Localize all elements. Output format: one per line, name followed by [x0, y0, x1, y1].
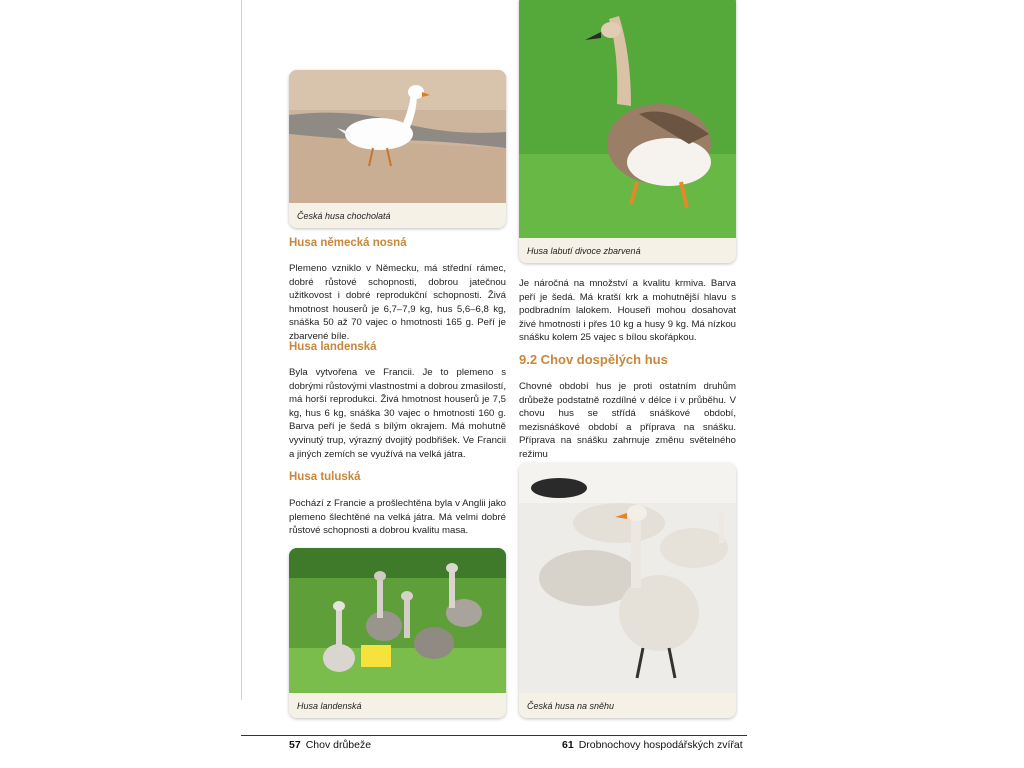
- paragraph-labuti-description: Je náročná na množství a kvalitu krmiva. Barva peří je šedá. Má kratší krk a mohutnější hlavu s podbradním lalokem. Houseři mohou dosahovat živé hmotnosti i přes 10 kg a husy 9 kg. Má nízkou snášku kolem 25 vajec s bílou skořápkou.: [519, 278, 736, 344]
- paragraph-chov-dospelych-hus: Chovné období hus je proti ostatním druhům drůbeže podstatně rozdílné v délce i v průběhu. V chovu hus se střídá snáškové období, mezisnáškové období a příprava na snášku. Příprava na snášku zahrnuje změnu světelného režimu: [519, 381, 736, 460]
- paragraph-husa-nemecka-nosna: Plemeno vzniklo v Německu, má střední rámec, dobré růstové schopnosti, dobrou jatečnou užitkovost i dobré reprodukční schopnosti. Živá hmotnost houserů je 6,7–7,9 kg, hus 5,6–6,8 kg, snáška 50 až 70 vajec o hmotnosti 165 g. Peří je zbarvené bíle.: [289, 263, 506, 342]
- figure-caption: Česká husa na sněhu: [519, 693, 736, 718]
- heading-husa-nemecka-nosna: Husa německá nosná: [289, 237, 407, 249]
- heading-husa-landenska: Husa landenská: [289, 341, 377, 353]
- figure-caption: Husa landenská: [289, 693, 506, 718]
- photo-swan-goose-on-grass: [519, 0, 736, 238]
- figure-husa-labuti: [519, 0, 736, 263]
- footer-right: [562, 739, 743, 751]
- footer-right-title: Drobnochovy hospodářských zvířat: [578, 739, 743, 751]
- page-edge-line: [241, 0, 242, 700]
- photo-white-geese-in-snow: [519, 463, 736, 693]
- heading-husa-tuluska: Husa tuluská: [289, 471, 361, 483]
- figure-ceska-husa-chocholata: [289, 70, 506, 228]
- page-number-left: 57: [289, 739, 301, 751]
- paragraph-husa-landenska: Byla vytvořena ve Francii. Je to plemeno s dobrými růstovými vlastnostmi a dobrou zmasilostí, má horší reprodukci. Živá hmotnost houserů je 7,5 kg, hus 6 kg, snáška 30 vajec o hmotnosti 160 g. Barva peří je šedá s bílým okrajem. Má mohutně vyvinutý trup, výrazný dvojitý podbřišek. Ve Francii a jiných zemích se využívá na velká játra.: [289, 367, 506, 460]
- photo-grey-geese-on-grass: [289, 548, 506, 693]
- paragraph-husa-tuluska: Pochází z Francie a prošlechtěna byla v Anglii jako plemeno šlechtěné na velká játra. Má velmi dobré růstové schopnosti a dobrou kvalitu masa.: [289, 498, 506, 537]
- heading-chov-dospelych-hus: 9.2 Chov dospělých hus: [519, 352, 668, 367]
- figure-caption: Česká husa chocholatá: [289, 203, 506, 228]
- page-number-right: 61: [562, 739, 574, 751]
- footer-rule: [241, 735, 747, 736]
- photo-white-crested-goose: [289, 70, 506, 203]
- figure-caption: Husa labutí divoce zbarvená: [519, 238, 736, 263]
- footer-left-title: Chov drůbeže: [305, 739, 372, 751]
- footer-left: [289, 739, 371, 751]
- figure-ceska-husa-na-snehu: [519, 463, 736, 718]
- figure-husa-landenska: [289, 548, 506, 718]
